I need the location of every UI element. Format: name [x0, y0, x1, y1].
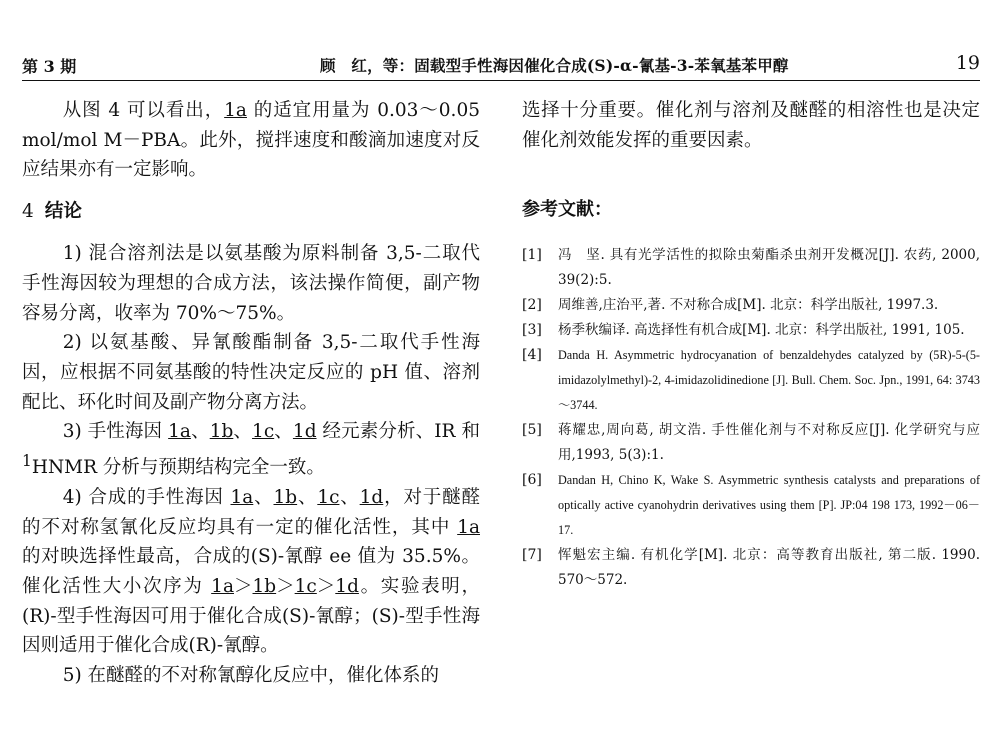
conclusion-5: 5) 在醚醛的不对称氰醇化反应中，催化体系的	[62, 665, 440, 687]
text: ，对于醚醛的不对称氢氰化反应均具有一定的催化活性，其中	[22, 486, 480, 538]
reference-item	[522, 468, 980, 543]
reference-item	[522, 343, 980, 418]
reference-item	[522, 243, 980, 293]
reference-text: Danda H. Asymmetric hydrocyanation of benzaldehydes catalyzed by (5R)-5-(5-imidazolylmethyl)-2, 4-imidazolidinedione [J]. Bull. Chem. Soc. Jpn., 1991, 64: 3743～3744.	[558, 348, 980, 413]
reference-item	[522, 318, 980, 343]
section-number: 4	[22, 201, 34, 223]
text: 、	[274, 421, 293, 443]
reference-list	[522, 243, 980, 593]
compound-ref: 1b	[209, 421, 234, 443]
running-header	[22, 52, 980, 78]
compound-ref: 1d	[335, 576, 359, 597]
conclusion-3	[22, 417, 480, 483]
reference-item	[522, 543, 980, 593]
compound-ref: 1c	[294, 576, 317, 597]
intro-text-a: 从图 4 可以看出，	[62, 100, 225, 121]
reference-text: Dandan H, Chino K, Wake S. Asymmetric synthesis catalysts and preparations of optically active cyanohydrin derivatives using them [P]. JP:04 198 173, 1992－06－17.	[558, 473, 980, 538]
section-heading	[22, 197, 480, 227]
reference-number: [2]	[522, 297, 542, 314]
issue-number: 第 3 期	[22, 57, 77, 76]
reference-number: [7]	[522, 547, 542, 564]
continued-paragraph: 选择十分重要。催化剂与溶剂及醚醛的相溶性也是决定催化剂效能发挥的重要因素。	[522, 100, 980, 151]
references-heading: 参考文献：	[522, 199, 612, 221]
compound-ref: 1a	[230, 486, 254, 508]
text: 经元素分析、IR 和	[316, 421, 480, 443]
reference-text: 蒋耀忠,周向葛, 胡文浩. 手性催化剂与不对称反应[J]. 化学研究与应用,1993, 5(3):1.	[558, 422, 980, 464]
superscript: 1	[22, 452, 32, 471]
reference-item	[522, 293, 980, 318]
reference-text: 冯 坚. 具有光学活性的拟除虫菊酯杀虫剂开发概况[J]. 农药, 2000, 39(2):5.	[558, 247, 980, 289]
right-column	[522, 96, 980, 593]
intro-text-b: 的适宜用量为 0.03～0.05 mol/mol M－PBA。此外，搅拌速度和酸滴加速度对反应结果亦有一定影响。	[22, 100, 480, 181]
text: 、	[339, 486, 360, 508]
text: 、	[253, 486, 274, 508]
page-number: 19	[955, 52, 980, 74]
text: 、	[190, 421, 210, 443]
left-column	[22, 96, 480, 691]
text: 、	[233, 421, 253, 443]
header-rule	[22, 80, 980, 81]
reference-text: 周维善,庄治平,著. 不对称合成[M]. 北京：科学出版社, 1997.3.	[558, 297, 939, 314]
reference-number: [6]	[522, 472, 542, 489]
text: 的对映选择性最高，合成的(S)-氰醇 ee 值为 35.5%。催化活性大小次序为	[22, 546, 480, 597]
compound-ref: 1d	[359, 486, 384, 508]
compound-ref: 1a	[457, 516, 480, 538]
text: 、	[297, 486, 318, 508]
conclusion-1: 1) 混合溶剂法是以氨基酸为原料制备 3,5-二取代手性海因较为理想的合成方法，该法操作简便，副产物容易分离，收率为 70%～75%。	[22, 243, 480, 324]
compound-ref: 1d	[292, 421, 317, 443]
reference-text: 恽魁宏主编. 有机化学[M]. 北京：高等教育出版社, 第二版. 1990. 570～572.	[558, 547, 980, 589]
running-title: 顾 红，等：固载型手性海因催化合成(S)-α-氰基-3-苯氧基苯甲醇	[320, 56, 789, 75]
intro-paragraph	[22, 96, 480, 185]
compound-ref: 1a	[211, 576, 234, 597]
text: ＞	[276, 576, 295, 597]
compound-ref: 1c	[252, 421, 275, 443]
text: ＞	[316, 576, 336, 597]
compound-ref: 1b	[273, 486, 298, 508]
compound-ref: 1a	[224, 100, 247, 121]
text: 3) 手性海因	[62, 421, 169, 443]
compound-ref: 1c	[317, 486, 340, 508]
reference-number: [3]	[522, 322, 542, 339]
reference-number: [4]	[522, 347, 542, 364]
conclusion-2: 2) 以氨基酸、异氰酸酯制备 3,5-二取代手性海因，应根据不同氨基酸的特性决定反应的 pH 值、溶剂配比、环化时间及副产物分离方法。	[22, 332, 480, 413]
conclusion-4	[22, 483, 480, 661]
compound-ref: 1a	[168, 421, 191, 443]
text: ＞	[233, 576, 253, 597]
reference-number: [1]	[522, 247, 542, 264]
reference-text: 杨季秋编译. 高选择性有机合成[M]. 北京：科学出版社, 1991, 105.	[558, 322, 965, 339]
text: HNMR 分析与预期结构完全一致。	[31, 457, 325, 479]
compound-ref: 1b	[252, 576, 277, 597]
text: 4) 合成的手性海因	[62, 486, 231, 508]
text: 。实验表明，(R)-型手性海因可用于催化合成(S)-氰醇；(S)-型手性海因则适用于催化合成(R)-氰醇。	[22, 576, 480, 657]
section-title: 结论	[44, 201, 82, 223]
reference-number: [5]	[522, 422, 542, 439]
reference-item	[522, 418, 980, 468]
